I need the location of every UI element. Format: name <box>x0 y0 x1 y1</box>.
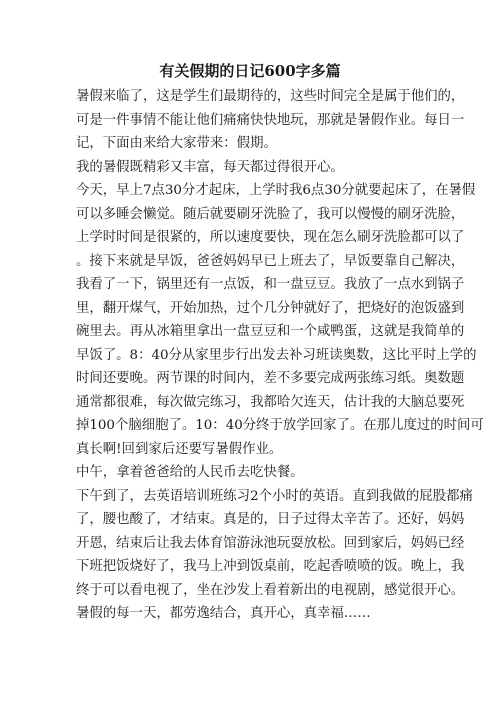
text-line: 我的暑假既精彩又丰富，每天都过得很开心。 <box>76 159 344 175</box>
text-line: 开恩，结束后让我去体育馆游泳池玩耍放松。回到家后，妈妈已经 <box>76 535 465 551</box>
text-line: 时间还要晚。两节课的时间内，差不多要完成两张练习纸。奥数题 <box>76 371 465 386</box>
text-line: 。接下来就是早饭，爸爸妈妈早已上班去了，早饭要靠自己解决， <box>76 253 465 269</box>
paragraph-summary <box>76 156 428 180</box>
text-line: 真长啊!回到家后还要写暑假作业。 <box>76 441 283 457</box>
text-line: 我看了一下，锅里还有一点饭，和一盘豆豆。我放了一点水到锅子 <box>76 277 465 292</box>
text-line: 通常都很难，每次做完练习，我都哈欠连天，估计我的大脑总要死 <box>76 394 465 410</box>
document-body <box>76 85 484 626</box>
text-line: 可是一件事情不能让他们痛痛快快地玩，那就是暑假作业。每日一 <box>76 112 465 128</box>
text-line: 下班把饭烧好了，我马上冲到饭桌前，吃起香喷喷的饭。晚上，我 <box>76 559 465 574</box>
text-line: 中午，拿着爸爸给的人民币去吃快餐。 <box>76 465 304 480</box>
paragraph-noon <box>76 461 428 485</box>
text-line: 掉100个脑细胞了。10：40分终于放学回家了。在那儿度过的时间可 <box>76 418 484 433</box>
paragraph-intro <box>76 85 465 156</box>
text-line: 记，下面由来给大家带来：假期。 <box>76 136 277 151</box>
paragraph-afternoon <box>76 485 473 626</box>
text-line: 暑假来临了，这是学生们最期待的，这些时间完全是属于他们的， <box>76 89 465 104</box>
paragraph-morning <box>76 179 484 461</box>
text-line: 暑假的每一天，都劳逸结合，真开心，真幸福…… <box>76 606 371 621</box>
text-line: 今天，早上7点30分才起床，上学时我6点30分就要起床了，在暑假 <box>76 183 476 198</box>
text-line: 碗里去。再从冰箱里拿出一盘豆豆和一个咸鸭蛋，这就是我简单的 <box>76 324 465 339</box>
text-line: 下午到了，去英语培训班练习2个小时的英语。直到我做的屁股都痛 <box>76 488 473 504</box>
text-line: 可以多睡会懒觉。随后就要刷牙洗脸了，我可以慢慢的刷牙洗脸， <box>76 206 465 222</box>
text-line: 早饭了。8：40分从家里步行出发去补习班读奥数，这比平时上学的 <box>76 347 477 363</box>
text-line: 上学时时间是很紧的，所以速度要快，现在怎么刷牙洗脸都可以了 <box>76 230 465 245</box>
text-line: 里，翻开煤气，开始加热，过个几分钟就好了，把烧好的泡饭盛到 <box>76 300 465 316</box>
text-line: 终于可以看电视了，坐在沙发上看着新出的电视剧，感觉很开心。 <box>76 582 465 598</box>
text-line: 了，腰也酸了，才结束。真是的，日子过得太辛苦了。还好，妈妈 <box>76 512 465 527</box>
document-title: 有关假期的日记600字多篇 <box>159 62 341 80</box>
